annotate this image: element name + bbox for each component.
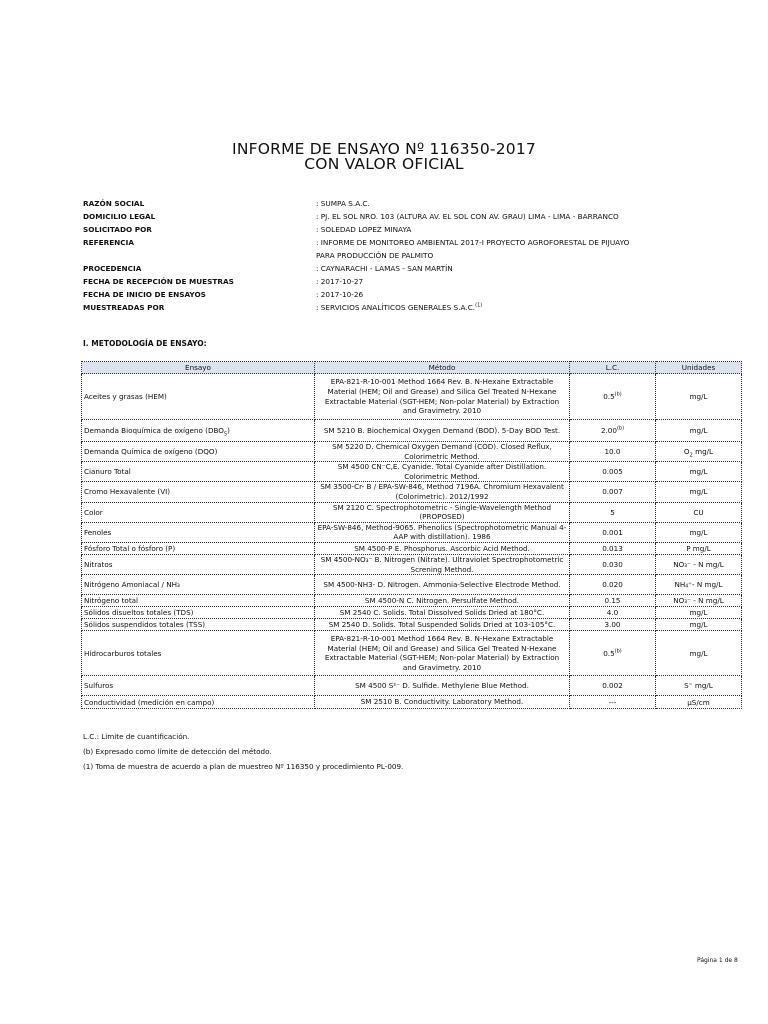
- header-unidades: Unidades: [656, 362, 742, 374]
- table-row: [82, 676, 742, 696]
- notes: [83, 731, 403, 776]
- cell-ensayo: Demanda Bioquímica de oxígeno $(DBO_5)$: [82, 420, 315, 442]
- page-number: Página 1 de 8: [697, 957, 738, 964]
- cell-unidades: P mg/L: [656, 542, 742, 554]
- cell-ensayo: Sulfuros: [82, 676, 315, 696]
- cell-ensayo: Fósforo Total o fósforo (P): [82, 542, 315, 554]
- table-row: [82, 374, 742, 420]
- header-ensayo: Ensayo: [82, 362, 315, 374]
- note-1: (1) Toma de muestra de acuerdo a plan de muestreo Nº 116350 y procedimiento PL-009.: [83, 762, 404, 771]
- cell-lc: 0.005: [570, 462, 656, 482]
- cell-lc: 0.5$^{(b)}$: [570, 631, 656, 676]
- cell-metodo: SM 3500-Cr- B / EPA-SW-846, Method 7196A. Chromium Hexavalent (Colorimetric). 2012/1992: [315, 482, 570, 502]
- cell-metodo: SM 2540 C. Solids. Total Dissolved Solids Dried at 180°C.: [315, 607, 570, 619]
- info-row: [83, 288, 743, 301]
- table-row: [82, 482, 742, 502]
- info-value: : INFORME DE MONITOREO AMBIENTAL 2017-I PROYECTO AGROFORESTAL DE PIJUAYO: [316, 238, 630, 247]
- table-row: [82, 542, 742, 554]
- info-row: [83, 210, 743, 223]
- report-subtitle: CON VALOR OFICIAL: [304, 155, 464, 173]
- cell-lc: 0.001: [570, 522, 656, 542]
- note-lc: L.C.: Limite de cuantificación.: [83, 732, 190, 741]
- info-row: [83, 236, 743, 249]
- info-row: [83, 301, 743, 314]
- cell-unidades: mg/L: [656, 631, 742, 676]
- info-label: FECHA DE RECEPCIÓN DE MUESTRAS: [83, 277, 234, 286]
- cell-ensayo: Nitrógeno Amoniacal / NH₃: [82, 575, 315, 595]
- cell-metodo: EPA-821-R-10-001 Method 1664 Rev. B. N-Hexane Extractable Material (HEM; Oil and Grease) and Silica Gel Treated N-Hexane Extractable Material (SGT-HEM; Non-polar Material) by Extraction and Gravimetry. 2010: [315, 374, 570, 420]
- cell-ensayo: Color: [82, 502, 315, 522]
- cell-unidades: NH₄⁺- N mg/L: [656, 575, 742, 595]
- cell-unidades: S⁼ mg/L: [656, 676, 742, 696]
- cell-unidades: mg/L: [656, 607, 742, 619]
- table-row: [82, 522, 742, 542]
- cell-metodo: SM 4500 S²⁻ D. Sulfide. Methylene Blue Method.: [315, 676, 570, 696]
- table-row: [82, 554, 742, 574]
- cell-unidades: CU: [656, 502, 742, 522]
- table-header-row: [82, 362, 742, 374]
- cell-ensayo: Demanda Química de oxígeno (DQO): [82, 442, 315, 462]
- table-row: [82, 462, 742, 482]
- cell-lc: 0.15: [570, 595, 656, 607]
- cell-unidades: mg/L: [656, 522, 742, 542]
- client-info: [83, 197, 743, 314]
- cell-unidades: mg/L: [656, 374, 742, 420]
- cell-lc: 4.0: [570, 607, 656, 619]
- cell-lc: 2.00$^{(b)}$: [570, 420, 656, 442]
- table-row: [82, 420, 742, 442]
- info-label: PROCEDENCIA: [83, 264, 142, 273]
- cell-lc: ---: [570, 696, 656, 709]
- report-title: INFORME DE ENSAYO Nº 116350-2017: [232, 140, 536, 158]
- table-row: [82, 696, 742, 709]
- cell-metodo: SM 4500-NH3- D. Nitrogen. Ammonia-Selective Electrode Method.: [315, 575, 570, 595]
- cell-metodo: SM 4500 CN⁻C,E. Cyanide. Total Cyanide after Distillation. Colorimetric Method.: [315, 462, 570, 482]
- info-label: REFERENCIA: [83, 238, 134, 247]
- table-row: [82, 575, 742, 595]
- table-row: [82, 595, 742, 607]
- cell-ensayo: Nitratos: [82, 554, 315, 574]
- info-label: [83, 249, 316, 262]
- cell-unidades: mg/L: [656, 482, 742, 502]
- info-value: : SUMPA S.A.C.: [316, 199, 370, 208]
- cell-metodo: EPA-SW-846, Method-9065. Phenolics (Spectrophotometric Manual 4-AAP with distillation). 1986: [315, 522, 570, 542]
- cell-metodo: SM 2120 C. Spectrophotometric - Single-Wavelength Method (PROPOSED): [315, 502, 570, 522]
- info-row: [83, 249, 743, 262]
- table-row: [82, 619, 742, 631]
- header-metodo: Método: [315, 362, 570, 374]
- cell-ensayo: Sólidos disueltos totales (TDS): [82, 607, 315, 619]
- cell-metodo: SM 4500-P E. Phosphorus. Ascorbic Acid Method.: [315, 542, 570, 554]
- header-lc: L.C.: [570, 362, 656, 374]
- cell-lc: 0.002: [570, 676, 656, 696]
- info-row: [83, 262, 743, 275]
- cell-metodo: SM 2540 D. Solids. Total Suspended Solids Dried at 103-105°C.: [315, 619, 570, 631]
- cell-lc: 0.013: [570, 542, 656, 554]
- cell-unidades: mg/L: [656, 619, 742, 631]
- cell-unidades: µS/cm: [656, 696, 742, 709]
- info-value: : 2017-10-26: [316, 290, 364, 299]
- cell-unidades: mg/L: [656, 462, 742, 482]
- cell-ensayo: Cromo Hexavalente (VI): [82, 482, 315, 502]
- info-value: PARA PRODUCCIÓN DE PALMITO: [316, 251, 434, 260]
- info-label: DOMICILIO LEGAL: [83, 212, 156, 221]
- cell-ensayo: Sólidos suspendidos totales (TSS): [82, 619, 315, 631]
- cell-lc: 5: [570, 502, 656, 522]
- info-row: [83, 197, 743, 210]
- cell-ensayo: Nitrógeno total: [82, 595, 315, 607]
- cell-unidades: NO₃⁻ - N mg/L: [656, 595, 742, 607]
- table-row: [82, 631, 742, 676]
- info-value: : 2017-10-27: [316, 277, 364, 286]
- info-value: : CAYNARACHI - LAMAS - SAN MARTÍN: [316, 264, 453, 273]
- cell-ensayo: Aceites y grasas (HEM): [82, 374, 315, 420]
- info-row: [83, 275, 743, 288]
- table-row: [82, 607, 742, 619]
- cell-unidades: mg/L: [656, 420, 742, 442]
- cell-lc: 0.5$^{(b)}$: [570, 374, 656, 420]
- cell-metodo: EPA-821-R-10-001 Method 1664 Rev. B. N-Hexane Extractable Material (HEM; Oil and Grease) and Silica Gel Treated N-Hexane Extractable Material (SGT-HEM; Non-polar Material) by Extraction and Gravimetry. 2010: [315, 631, 570, 676]
- info-label: MUESTREADAS POR: [83, 303, 165, 312]
- cell-metodo: SM 5210 B. Biochemical Oxygen Demand (BOD). 5-Day BOD Test.: [315, 420, 570, 442]
- info-label: RAZÓN SOCIAL: [83, 199, 145, 208]
- cell-lc: 10.0: [570, 442, 656, 462]
- cell-metodo: SM 4500-N C. Nitrogen. Persulfate Method.: [315, 595, 570, 607]
- table-row: [82, 442, 742, 462]
- info-row: [83, 223, 743, 236]
- section-title: I. METODOLOGÍA DE ENSAYO:: [83, 339, 207, 348]
- methodology-table: [81, 361, 742, 709]
- table-row: [82, 502, 742, 522]
- cell-metodo: SM 2510 B. Conductivity. Laboratory Method.: [315, 696, 570, 709]
- cell-lc: 0.007: [570, 482, 656, 502]
- cell-ensayo: Cianuro Total: [82, 462, 315, 482]
- cell-metodo: SM 4500-NO₃⁻ B. Nitrogen (Nitrate). Ultraviolet Spectrophotometric Screning Method.: [315, 554, 570, 574]
- note-b: (b) Expresado como límite de detección del método.: [83, 747, 272, 756]
- info-value: : SERVICIOS ANALÍTICOS GENERALES S.A.C.$^{(1)}$: [316, 302, 483, 312]
- cell-ensayo: Fenoles: [82, 522, 315, 542]
- cell-unidades: $O_2$ mg/L: [656, 442, 742, 462]
- info-label: SOLICITADO POR: [83, 225, 152, 234]
- info-value: : PJ. EL SOL NRO. 103 (ALTURA AV. EL SOL CON AV. GRAU) LIMA - LIMA - BARRANCO: [316, 212, 619, 221]
- cell-ensayo: Hidrocarburos totales: [82, 631, 315, 676]
- info-label: FECHA DE INICIO DE ENSAYOS: [83, 290, 206, 299]
- cell-lc: 3.00: [570, 619, 656, 631]
- cell-lc: 0.020: [570, 575, 656, 595]
- cell-ensayo: Conductividad (medición en campo): [82, 696, 315, 709]
- cell-unidades: NO₃⁻ - N mg/L: [656, 554, 742, 574]
- cell-lc: 0.030: [570, 554, 656, 574]
- cell-metodo: SM 5220 D. Chemical Oxygen Demand (COD). Closed Reflux, Colorimetric Method.: [315, 442, 570, 462]
- info-value: : SOLEDAD LOPEZ MINAYA: [316, 225, 412, 234]
